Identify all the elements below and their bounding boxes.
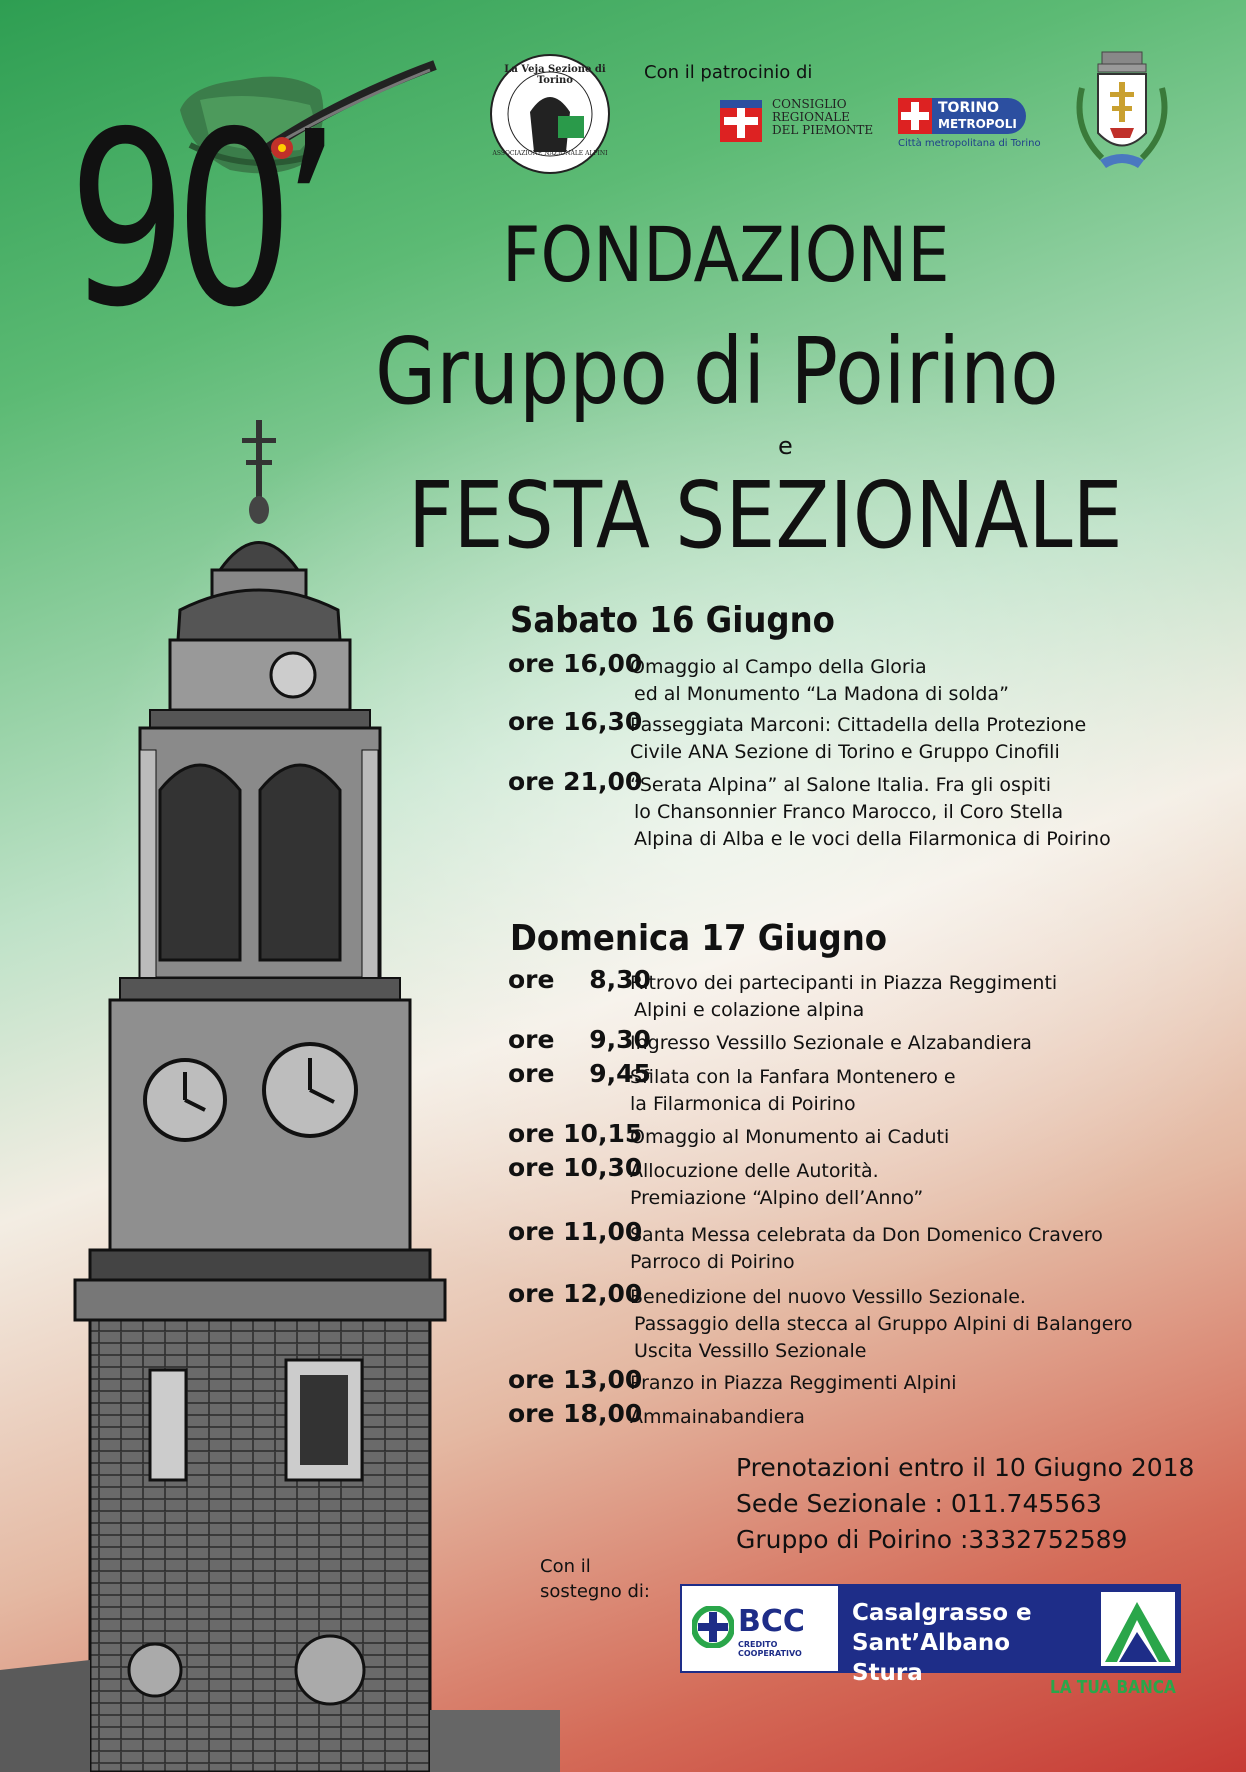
event-time: ore 16,00 bbox=[508, 649, 643, 678]
section-phone: Sede Sezionale : 011.745563 bbox=[736, 1489, 1102, 1518]
reservation-contacts bbox=[736, 1450, 1194, 1558]
torino-metropoli-subtitle: Città metropolitana di Torino bbox=[898, 138, 1041, 149]
list-item: ore 16,00 Omaggio al Campo della Gloria ed al Monumento “La Madona di solda” bbox=[508, 649, 1009, 705]
group-phone: Gruppo di Poirino :3332752589 bbox=[736, 1525, 1128, 1554]
list-item: ore 9,45 Sfilata con la Fanfara Montenero e la Filarmonica di Poirino bbox=[508, 1059, 956, 1115]
event-time: ore 18,00 bbox=[508, 1399, 643, 1428]
ana-seal-top-text: La Veja Sezione di Torino bbox=[504, 64, 606, 86]
event-time: ore 10,30 bbox=[508, 1153, 643, 1182]
mountain-logo bbox=[1097, 1586, 1179, 1671]
event-time: ore 11,00 bbox=[508, 1217, 643, 1246]
bell-tower-illustration bbox=[0, 420, 560, 1772]
event-time: ore 9,45 bbox=[508, 1059, 651, 1088]
anniversary-number: 90’ bbox=[68, 80, 329, 360]
title-fondazione: FONDAZIONE bbox=[502, 210, 950, 299]
sponsor-label: Con il sostegno di: bbox=[540, 1556, 650, 1602]
poirino-coat-of-arms-icon bbox=[1072, 48, 1172, 183]
title-conjunction: e bbox=[778, 432, 793, 460]
event-time: ore 13,00 bbox=[508, 1365, 643, 1394]
list-item: ore 10,30 Allocuzione delle Autorità. Premiazione “Alpino dell’Anno” bbox=[508, 1153, 924, 1209]
list-item: ore 16,30 Passeggiata Marconi: Cittadella della Protezione Civile ANA Sezione di Torino e Gruppo Cinofili bbox=[508, 707, 1087, 763]
title-gruppo: Gruppo di Poirino bbox=[375, 318, 1059, 425]
event-time: ore 21,00 bbox=[508, 767, 643, 796]
bank-slogan: LA TUA BANCA bbox=[1050, 1677, 1176, 1698]
list-item: ore 10,15 Omaggio al Monumento ai Caduti bbox=[508, 1119, 950, 1148]
event-time: ore 10,15 bbox=[508, 1119, 643, 1148]
piemonte-flag-icon bbox=[720, 100, 762, 142]
event-time: ore 9,30 bbox=[508, 1025, 651, 1054]
list-item: ore 18,00 Ammainabandiera bbox=[508, 1399, 805, 1428]
list-item: ore 8,30 Ritrovo dei partecipanti in Piazza Reggimenti Alpini e colazione alpina bbox=[508, 965, 1058, 1021]
event-time: ore 16,30 bbox=[508, 707, 643, 736]
event-time: ore 8,30 bbox=[508, 965, 651, 994]
saturday-title: Sabato 16 Giugno bbox=[510, 600, 835, 641]
title-festa-sezionale: FESTA SEZIONALE bbox=[408, 462, 1123, 569]
bcc-cross-icon bbox=[692, 1606, 734, 1648]
list-item: ore 12,00 Benedizione del nuovo Vessillo Sezionale. Passaggio della stecca al Gruppo Alpini di Balangero Uscita Vessillo Sezionale bbox=[508, 1279, 1133, 1362]
list-item: ore 11,00 Santa Messa celebrata da Don Domenico Cravero Parroco di Poirino bbox=[508, 1217, 1103, 1273]
bcc-mark: BCC CREDITO COOPERATIVO bbox=[682, 1586, 838, 1671]
list-item: ore 21,00 “Serata Alpina” al Salone Italia. Fra gli ospiti lo Chansonnier Franco Marocco, il Coro Stella Alpina di Alba e le voci della Filarmonica di Poirino bbox=[508, 767, 1111, 850]
torino-metropoli-logo: TORINO METROPOLI bbox=[898, 98, 1026, 134]
bank-name: Casalgrasso e Sant’Albano Stura bbox=[852, 1600, 1032, 1686]
consiglio-regionale-logo: CONSIGLIO REGIONALE DEL PIEMONTE bbox=[772, 97, 874, 137]
event-time: ore 12,00 bbox=[508, 1279, 643, 1308]
list-item: ore 13,00 Pranzo in Piazza Reggimenti Alpini bbox=[508, 1365, 957, 1394]
reservation-deadline: Prenotazioni entro il 10 Giugno 2018 bbox=[736, 1453, 1195, 1482]
list-item: ore 9,30 Ingresso Vessillo Sezionale e Alzabandiera bbox=[508, 1025, 1032, 1054]
patrocinio-label: Con il patrocinio di bbox=[644, 62, 813, 83]
sunday-title: Domenica 17 Giugno bbox=[510, 918, 888, 959]
ana-seal-bottom-text: ASSOCIAZIONE NAZIONALE ALPINI bbox=[492, 150, 608, 157]
mountain-icon bbox=[1101, 1592, 1175, 1666]
bcc-sponsor-logo bbox=[680, 1584, 1181, 1686]
